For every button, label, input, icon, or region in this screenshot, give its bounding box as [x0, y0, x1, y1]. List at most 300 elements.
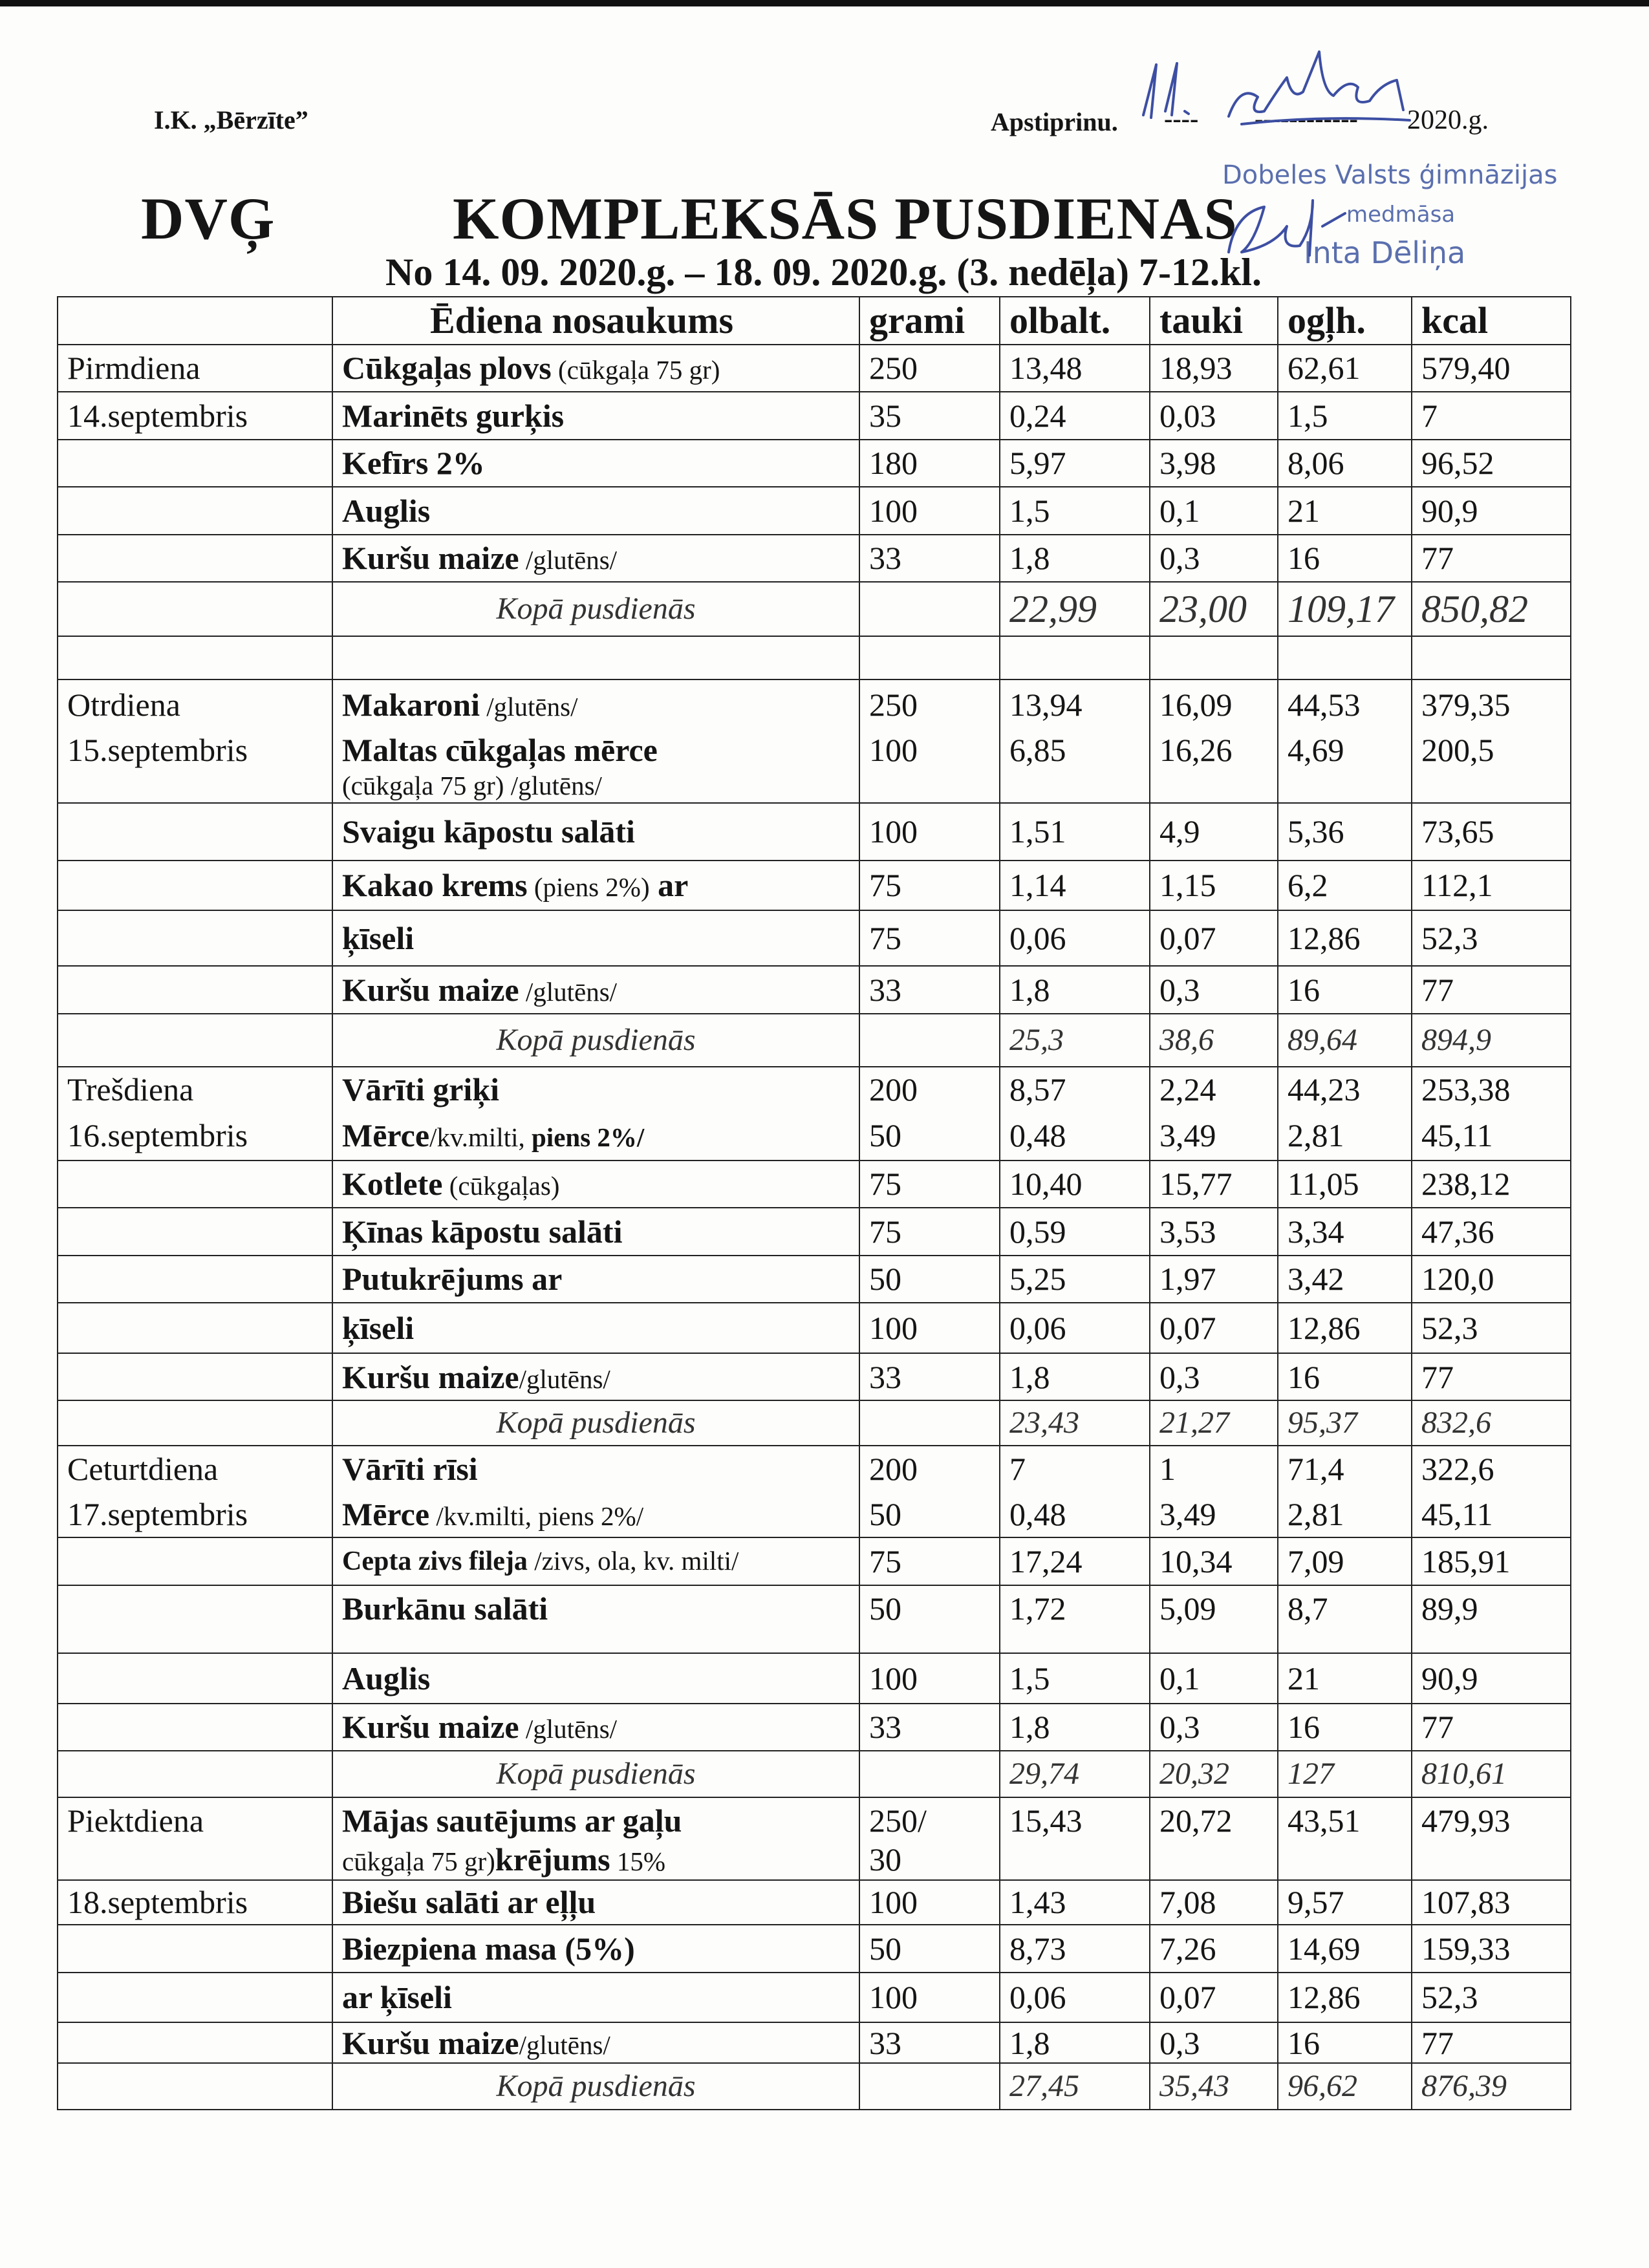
fat-cell: 0,3	[1150, 1353, 1278, 1401]
empty-cell	[1278, 636, 1412, 679]
total-label: Kopā pusdienās	[332, 2063, 859, 2110]
protein-cell: 5,97	[1000, 440, 1150, 487]
day-empty	[58, 1208, 332, 1256]
spacer-row	[58, 636, 1571, 679]
protein-cell: 0,24	[1000, 392, 1150, 440]
carbs-cell: 1,5	[1278, 392, 1412, 440]
fat-cell: 3,49	[1150, 1111, 1278, 1161]
fat-cell: 5,09	[1150, 1585, 1278, 1653]
grams-cell: 33	[859, 966, 1000, 1014]
carbs-cell: 16	[1278, 535, 1412, 583]
dish-name: ar ķīseli	[332, 1973, 859, 2023]
stamp-name: Inta Dēliņa	[1304, 235, 1466, 270]
carbs-cell: 16	[1278, 1704, 1412, 1751]
kcal-cell: 120,0	[1412, 1256, 1571, 1303]
table-row	[58, 1256, 1571, 1303]
total-carbs: 109,17	[1278, 582, 1412, 636]
table-row	[58, 803, 1571, 860]
fat-cell: 16,26	[1150, 729, 1278, 804]
day-date: 17.septembris	[58, 1492, 332, 1537]
table-row	[58, 966, 1571, 1014]
carbs-cell: 12,86	[1278, 1303, 1412, 1353]
table-row	[58, 1585, 1571, 1653]
day-empty	[58, 1585, 332, 1653]
day-empty	[58, 1653, 332, 1704]
grams-cell: 75	[859, 861, 1000, 911]
protein-cell: 5,25	[1000, 1256, 1150, 1303]
total-row	[58, 582, 1571, 636]
grams-empty	[859, 2063, 1000, 2110]
total-label: Kopā pusdienās	[332, 1014, 859, 1067]
day-empty	[58, 1303, 332, 1353]
day-empty	[58, 1353, 332, 1401]
day-empty	[58, 2063, 332, 2110]
day-empty	[58, 1256, 332, 1303]
protein-cell: 0,48	[1000, 1492, 1150, 1537]
total-fat: 38,6	[1150, 1014, 1278, 1067]
carbs-cell: 8,06	[1278, 440, 1412, 487]
total-kcal: 832,6	[1412, 1400, 1571, 1445]
carbs-cell: 21	[1278, 1653, 1412, 1704]
fat-cell: 1,97	[1150, 1256, 1278, 1303]
empty-cell	[332, 636, 859, 679]
approve-dashes-2: ------------	[1255, 104, 1358, 133]
grams-empty	[859, 582, 1000, 636]
table-row	[58, 1704, 1571, 1751]
day-empty	[58, 1704, 332, 1751]
kcal-cell: 77	[1412, 966, 1571, 1014]
table-row	[58, 440, 1571, 487]
kcal-cell: 107,83	[1412, 1880, 1571, 1925]
col-header-carbs: ogļh.	[1278, 297, 1412, 345]
protein-cell: 1,43	[1000, 1880, 1150, 1925]
table-row	[58, 1537, 1571, 1585]
grams-cell: 100	[859, 1973, 1000, 2023]
protein-cell: 1,8	[1000, 966, 1150, 1014]
dish-name: Kefīrs 2%	[332, 440, 859, 487]
dish-name: Kuršu maize/glutēns/	[332, 1353, 859, 1401]
kcal-cell: 253,38	[1412, 1067, 1571, 1111]
carbs-cell: 12,86	[1278, 910, 1412, 966]
fat-cell: 0,1	[1150, 1653, 1278, 1704]
carbs-cell: 12,86	[1278, 1973, 1412, 2023]
total-label: Kopā pusdienās	[332, 582, 859, 636]
empty-cell	[58, 636, 332, 679]
fat-cell: 0,07	[1150, 1973, 1278, 2023]
total-row	[58, 1751, 1571, 1797]
total-row	[58, 1014, 1571, 1067]
day-empty	[58, 2022, 332, 2063]
kcal-cell: 77	[1412, 1704, 1571, 1751]
table-row	[58, 1973, 1571, 2023]
dish-name: Vārīti rīsi	[332, 1446, 859, 1492]
day-empty	[58, 861, 332, 911]
dish-name: Vārīti griķi	[332, 1067, 859, 1111]
total-fat: 20,32	[1150, 1751, 1278, 1797]
protein-cell: 0,06	[1000, 910, 1150, 966]
grams-cell: 250	[859, 679, 1000, 729]
grams-cell: 100	[859, 729, 1000, 804]
protein-cell: 0,06	[1000, 1973, 1150, 2023]
stamp-role: medmāsa	[1346, 202, 1456, 228]
dish-name: Kakao krems (piens 2%) ar	[332, 861, 859, 911]
fat-cell: 18,93	[1150, 345, 1278, 392]
protein-cell: 8,73	[1000, 1925, 1150, 1973]
table-row	[58, 1111, 1571, 1161]
kcal-cell: 159,33	[1412, 1925, 1571, 1973]
dish-name: Kuršu maize/glutēns/	[332, 2022, 859, 2063]
day-date: 18.septembris	[58, 1880, 332, 1925]
grams-cell: 100	[859, 487, 1000, 535]
total-protein: 23,43	[1000, 1400, 1150, 1445]
col-header-protein: olbalt.	[1000, 297, 1150, 345]
total-kcal: 850,82	[1412, 582, 1571, 636]
table-row	[58, 1446, 1571, 1492]
protein-cell: 13,94	[1000, 679, 1150, 729]
protein-cell: 1,8	[1000, 535, 1150, 583]
grams-cell: 75	[859, 1537, 1000, 1585]
kcal-cell: 89,9	[1412, 1585, 1571, 1653]
dish-name: Ķīnas kāpostu salāti	[332, 1208, 859, 1256]
dish-name: Kotlete (cūkgaļas)	[332, 1161, 859, 1208]
fat-cell: 3,49	[1150, 1492, 1278, 1537]
day-name: Piektdiena	[58, 1797, 332, 1880]
dish-name: Auglis	[332, 1653, 859, 1704]
total-fat: 21,27	[1150, 1400, 1278, 1445]
carbs-cell: 16	[1278, 1353, 1412, 1401]
fat-cell: 3,53	[1150, 1208, 1278, 1256]
total-protein: 29,74	[1000, 1751, 1150, 1797]
dish-name: Makaroni /glutēns/	[332, 679, 859, 729]
fat-cell: 7,26	[1150, 1925, 1278, 1973]
kcal-cell: 45,11	[1412, 1111, 1571, 1161]
total-fat: 35,43	[1150, 2063, 1278, 2110]
table-row	[58, 861, 1571, 911]
fat-cell: 0,07	[1150, 910, 1278, 966]
page-title: KOMPLEKSĀS PUSDIENAS	[453, 186, 1238, 251]
fat-cell: 20,72	[1150, 1797, 1278, 1880]
protein-cell: 7	[1000, 1446, 1150, 1492]
dish-name: Putukrējums ar	[332, 1256, 859, 1303]
carbs-cell: 6,2	[1278, 861, 1412, 911]
dish-name: Kuršu maize /glutēns/	[332, 535, 859, 583]
fat-cell: 0,1	[1150, 487, 1278, 535]
total-carbs: 96,62	[1278, 2063, 1412, 2110]
dish-name: Auglis	[332, 487, 859, 535]
total-fat: 23,00	[1150, 582, 1278, 636]
total-protein: 25,3	[1000, 1014, 1150, 1067]
col-header-kcal: kcal	[1412, 297, 1571, 345]
dish-name: ķīseli	[332, 910, 859, 966]
table-row	[58, 1925, 1571, 1973]
day-name: Ceturtdiena	[58, 1446, 332, 1492]
carbs-cell: 5,36	[1278, 803, 1412, 860]
dish-name: Mājas sautējums ar gaļu cūkgaļa 75 gr)krējums 15%	[332, 1797, 859, 1880]
total-label: Kopā pusdienās	[332, 1751, 859, 1797]
dish-name: Biezpiena masa (5%)	[332, 1925, 859, 1973]
day-name: Trešdiena	[58, 1067, 332, 1111]
table-row	[58, 1067, 1571, 1111]
day-empty	[58, 1161, 332, 1208]
fat-cell: 0,03	[1150, 392, 1278, 440]
carbs-cell: 2,81	[1278, 1111, 1412, 1161]
kcal-cell: 479,93	[1412, 1797, 1571, 1880]
table-row	[58, 1161, 1571, 1208]
total-kcal: 894,9	[1412, 1014, 1571, 1067]
grams-cell: 50	[859, 1925, 1000, 1973]
dish-name: Cūkgaļas plovs (cūkgaļa 75 gr)	[332, 345, 859, 392]
protein-cell: 1,8	[1000, 1704, 1150, 1751]
protein-cell: 1,8	[1000, 1353, 1150, 1401]
handwritten-date	[1125, 39, 1436, 142]
day-empty	[58, 966, 332, 1014]
stamp-school: Dobeles Valsts ģimnāzijas	[1222, 160, 1558, 190]
empty-cell	[1000, 636, 1150, 679]
scan-edge-line	[0, 0, 1649, 6]
protein-cell: 1,8	[1000, 2022, 1150, 2063]
grams-cell: 100	[859, 1303, 1000, 1353]
carbs-cell: 8,7	[1278, 1585, 1412, 1653]
total-row	[58, 2063, 1571, 2110]
day-empty	[58, 1537, 332, 1585]
fat-cell: 0,3	[1150, 2022, 1278, 2063]
fat-cell: 15,77	[1150, 1161, 1278, 1208]
signature	[1216, 187, 1352, 272]
grams-empty	[859, 1400, 1000, 1445]
approve-label: Apstiprinu.	[991, 107, 1118, 136]
dish-name: Kuršu maize /glutēns/	[332, 1704, 859, 1751]
day-date: 15.septembris	[58, 729, 332, 804]
grams-cell: 50	[859, 1492, 1000, 1537]
dish-name: Marinēts gurķis	[332, 392, 859, 440]
grams-cell: 180	[859, 440, 1000, 487]
protein-cell: 8,57	[1000, 1067, 1150, 1111]
carbs-cell: 14,69	[1278, 1925, 1412, 1973]
carbs-cell: 44,23	[1278, 1067, 1412, 1111]
day-empty	[58, 440, 332, 487]
total-kcal: 876,39	[1412, 2063, 1571, 2110]
total-kcal: 810,61	[1412, 1751, 1571, 1797]
table-row	[58, 345, 1571, 392]
kcal-cell: 77	[1412, 535, 1571, 583]
protein-cell: 1,14	[1000, 861, 1150, 911]
day-empty	[58, 803, 332, 860]
grams-cell: 35	[859, 392, 1000, 440]
grams-cell: 50	[859, 1111, 1000, 1161]
carbs-cell: 71,4	[1278, 1446, 1412, 1492]
grams-cell: 50	[859, 1256, 1000, 1303]
total-carbs: 95,37	[1278, 1400, 1412, 1445]
kcal-cell: 52,3	[1412, 1973, 1571, 2023]
table-row	[58, 1303, 1571, 1353]
grams-cell: 75	[859, 1161, 1000, 1208]
fat-cell: 0,3	[1150, 1704, 1278, 1751]
table-row	[58, 910, 1571, 966]
grams-cell: 33	[859, 1704, 1000, 1751]
protein-cell: 17,24	[1000, 1537, 1150, 1585]
carbs-cell: 3,34	[1278, 1208, 1412, 1256]
dish-name: Mērce/kv.milti, piens 2%/	[332, 1111, 859, 1161]
table-row	[58, 1797, 1571, 1880]
fat-cell: 1,15	[1150, 861, 1278, 911]
protein-cell: 0,06	[1000, 1303, 1150, 1353]
dish-name: Cepta zivs fileja /zivs, ola, kv. milti/	[332, 1537, 859, 1585]
fat-cell: 0,07	[1150, 1303, 1278, 1353]
kcal-cell: 45,11	[1412, 1492, 1571, 1537]
fat-cell: 7,08	[1150, 1880, 1278, 1925]
grams-cell: 100	[859, 1653, 1000, 1704]
kcal-cell: 90,9	[1412, 487, 1571, 535]
dish-name: Biešu salāti ar eļļu	[332, 1880, 859, 1925]
company-name: I.K. „Bērzīte”	[154, 105, 308, 134]
table-row	[58, 535, 1571, 583]
day-empty	[58, 1751, 332, 1797]
protein-cell: 6,85	[1000, 729, 1150, 804]
dish-name: Kuršu maize /glutēns/	[332, 966, 859, 1014]
dish-name: Maltas cūkgaļas mērce (cūkgaļa 75 gr) /glutēns/	[332, 729, 859, 804]
dish-name: Svaigu kāpostu salāti	[332, 803, 859, 860]
fat-cell: 0,3	[1150, 535, 1278, 583]
kcal-cell: 579,40	[1412, 345, 1571, 392]
grams-cell: 33	[859, 2022, 1000, 2063]
total-protein: 27,45	[1000, 2063, 1150, 2110]
grams-cell: 33	[859, 535, 1000, 583]
grams-cell: 250/ 30	[859, 1797, 1000, 1880]
carbs-cell: 4,69	[1278, 729, 1412, 804]
kcal-cell: 112,1	[1412, 861, 1571, 911]
kcal-cell: 200,5	[1412, 729, 1571, 804]
table-row	[58, 1353, 1571, 1401]
carbs-cell: 16	[1278, 966, 1412, 1014]
kcal-cell: 90,9	[1412, 1653, 1571, 1704]
kcal-cell: 322,6	[1412, 1446, 1571, 1492]
protein-cell: 1,5	[1000, 487, 1150, 535]
table-row	[58, 1880, 1571, 1925]
carbs-cell: 7,09	[1278, 1537, 1412, 1585]
grams-cell: 75	[859, 910, 1000, 966]
day-empty	[58, 1400, 332, 1445]
total-carbs: 127	[1278, 1751, 1412, 1797]
carbs-cell: 2,81	[1278, 1492, 1412, 1537]
carbs-cell: 62,61	[1278, 345, 1412, 392]
kcal-cell: 77	[1412, 2022, 1571, 2063]
kcal-cell: 238,12	[1412, 1161, 1571, 1208]
day-empty	[58, 582, 332, 636]
dish-name: ķīseli	[332, 1303, 859, 1353]
col-header-day	[58, 297, 332, 345]
grams-empty	[859, 1751, 1000, 1797]
header-row	[58, 297, 1571, 345]
table-row	[58, 1492, 1571, 1537]
table-row	[58, 679, 1571, 729]
period-subtitle: No 14. 09. 2020.g. – 18. 09. 2020.g. (3. nedēļa) 7-12.kl.	[385, 251, 1262, 294]
kcal-cell: 47,36	[1412, 1208, 1571, 1256]
kcal-cell: 73,65	[1412, 803, 1571, 860]
table-row	[58, 2022, 1571, 2063]
fat-cell: 10,34	[1150, 1537, 1278, 1585]
day-name: Pirmdiena	[58, 345, 332, 392]
day-empty	[58, 1014, 332, 1067]
dish-name: Burkānu salāti	[332, 1585, 859, 1653]
grams-empty	[859, 1014, 1000, 1067]
protein-cell: 1,5	[1000, 1653, 1150, 1704]
year-label: 2020.g.	[1407, 105, 1489, 135]
empty-cell	[1150, 636, 1278, 679]
table-row	[58, 1208, 1571, 1256]
carbs-cell: 9,57	[1278, 1880, 1412, 1925]
total-protein: 22,99	[1000, 582, 1150, 636]
grams-cell: 100	[859, 803, 1000, 860]
carbs-cell: 44,53	[1278, 679, 1412, 729]
kcal-cell: 185,91	[1412, 1537, 1571, 1585]
day-date: 14.septembris	[58, 392, 332, 440]
carbs-cell: 43,51	[1278, 1797, 1412, 1880]
menu-table	[57, 296, 1571, 2110]
grams-cell: 200	[859, 1067, 1000, 1111]
carbs-cell: 16	[1278, 2022, 1412, 2063]
empty-cell	[859, 636, 1000, 679]
kcal-cell: 379,35	[1412, 679, 1571, 729]
protein-cell: 13,48	[1000, 345, 1150, 392]
fat-cell: 16,09	[1150, 679, 1278, 729]
grams-cell: 250	[859, 345, 1000, 392]
protein-cell: 0,48	[1000, 1111, 1150, 1161]
grams-cell: 75	[859, 1208, 1000, 1256]
fat-cell: 3,98	[1150, 440, 1278, 487]
protein-cell: 1,72	[1000, 1585, 1150, 1653]
kcal-cell: 96,52	[1412, 440, 1571, 487]
protein-cell: 1,51	[1000, 803, 1150, 860]
fat-cell: 1	[1150, 1446, 1278, 1492]
day-empty	[58, 910, 332, 966]
fat-cell: 0,3	[1150, 966, 1278, 1014]
grams-cell: 100	[859, 1880, 1000, 1925]
carbs-cell: 3,42	[1278, 1256, 1412, 1303]
fat-cell: 4,9	[1150, 803, 1278, 860]
kcal-cell: 52,3	[1412, 1303, 1571, 1353]
protein-cell: 0,59	[1000, 1208, 1150, 1256]
kcal-cell: 77	[1412, 1353, 1571, 1401]
day-date: 16.septembris	[58, 1111, 332, 1161]
empty-cell	[1412, 636, 1571, 679]
table-row	[58, 1653, 1571, 1704]
protein-cell: 10,40	[1000, 1161, 1150, 1208]
carbs-cell: 11,05	[1278, 1161, 1412, 1208]
approve-dashes-1: ----	[1164, 104, 1199, 133]
protein-cell: 15,43	[1000, 1797, 1150, 1880]
kcal-cell: 7	[1412, 392, 1571, 440]
total-carbs: 89,64	[1278, 1014, 1412, 1067]
table-row	[58, 487, 1571, 535]
col-header-dish: Ēdiena nosaukums	[332, 297, 859, 345]
kcal-cell: 52,3	[1412, 910, 1571, 966]
day-empty	[58, 1973, 332, 2023]
table-row	[58, 392, 1571, 440]
school-code: DVĢ	[141, 186, 275, 251]
grams-cell: 200	[859, 1446, 1000, 1492]
grams-cell: 33	[859, 1353, 1000, 1401]
carbs-cell: 21	[1278, 487, 1412, 535]
col-header-fat: tauki	[1150, 297, 1278, 345]
table-row	[58, 729, 1571, 804]
day-empty	[58, 1925, 332, 1973]
total-row	[58, 1400, 1571, 1445]
day-empty	[58, 535, 332, 583]
day-name: Otrdiena	[58, 679, 332, 729]
grams-cell: 50	[859, 1585, 1000, 1653]
dish-name: Mērce /kv.milti, piens 2%/	[332, 1492, 859, 1537]
day-empty	[58, 487, 332, 535]
